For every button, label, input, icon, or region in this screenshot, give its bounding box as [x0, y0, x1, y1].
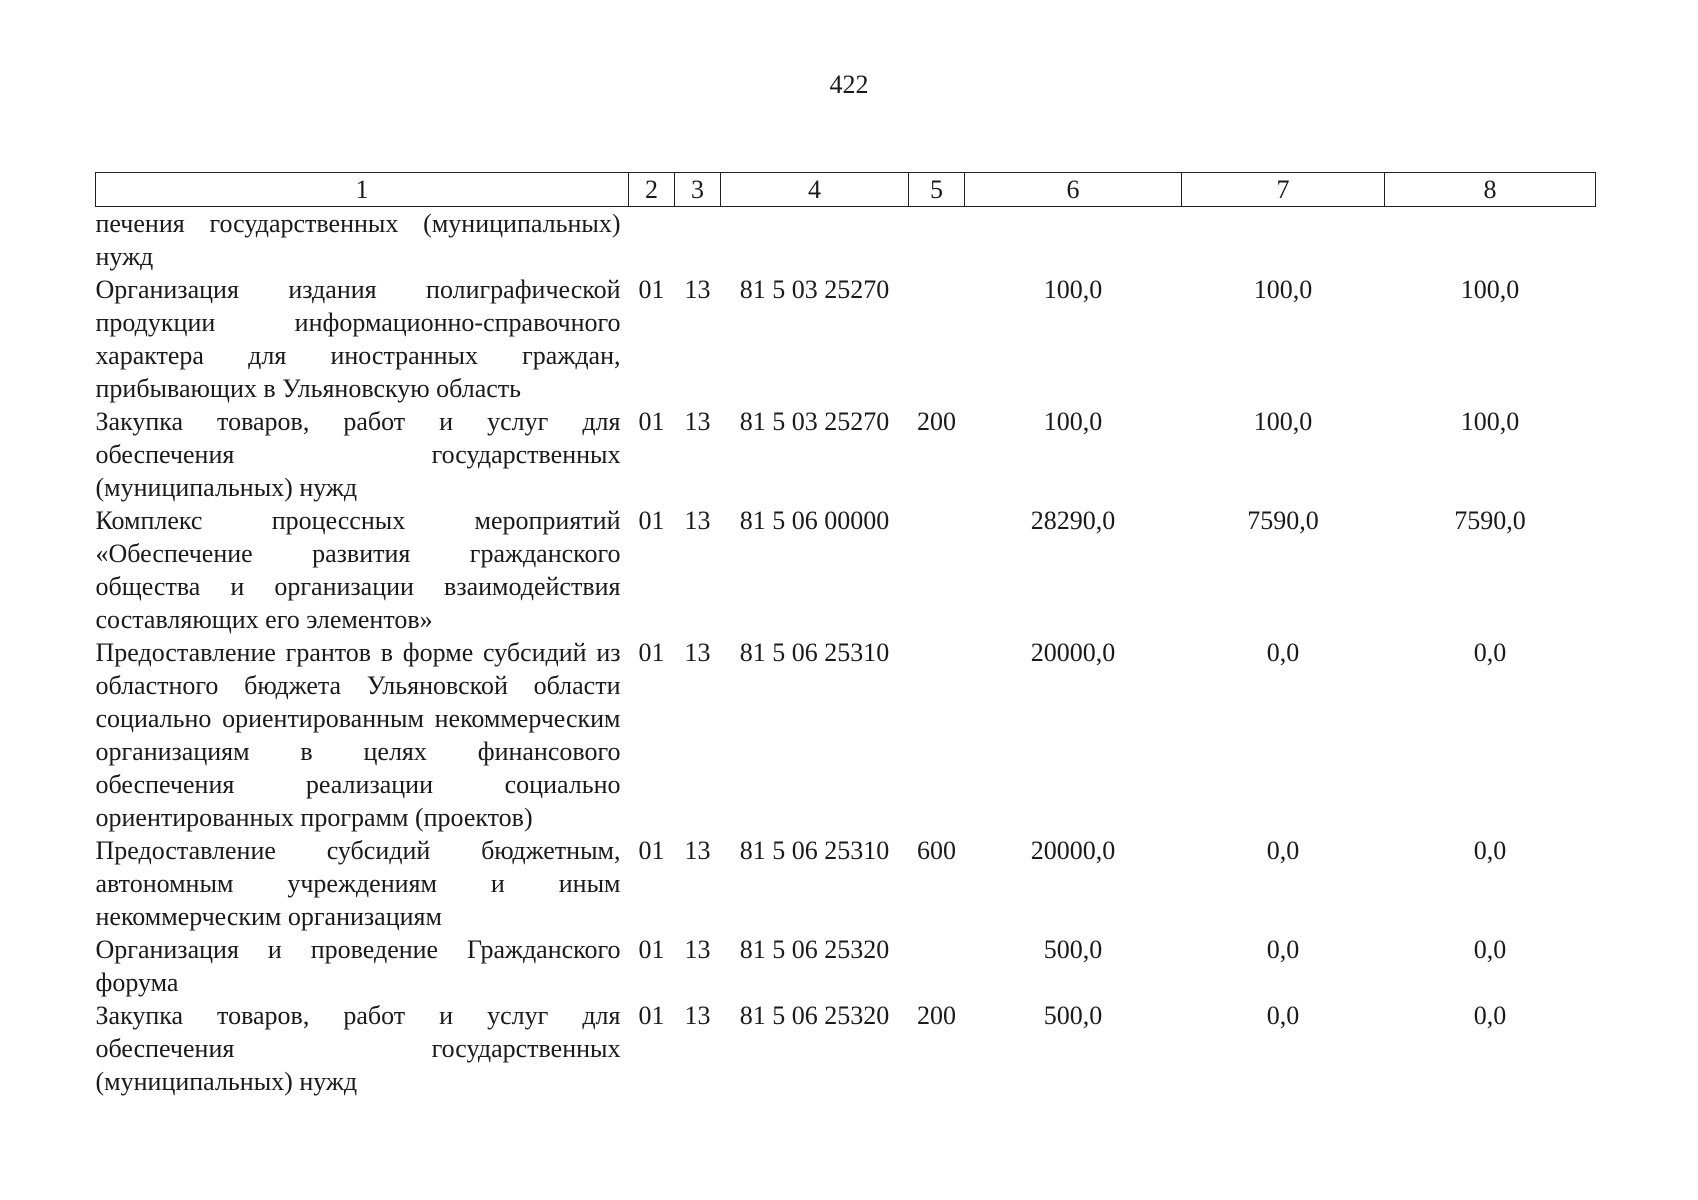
row-amount-col-7: 100,0 — [1253, 275, 1313, 304]
table-row — [96, 273, 1596, 405]
row-target-article-code: 81 5 03 25270 — [739, 407, 890, 436]
row-subsection-code: 13 — [684, 407, 711, 436]
row-expense-type-code — [909, 273, 965, 405]
header-row — [96, 173, 1596, 207]
row-amount-col-7: 0,0 — [1266, 935, 1300, 964]
row-expense-type-code — [909, 933, 965, 999]
row-amount-col-6: 500,0 — [1043, 935, 1103, 964]
budget-table — [95, 172, 1596, 1098]
row-target-article-code: 81 5 03 25270 — [739, 275, 890, 304]
row-amount-col-8: 7590,0 — [1454, 506, 1526, 535]
row-subsection-code: 13 — [684, 1001, 711, 1030]
row-amount-col-7: 0,0 — [1266, 1001, 1300, 1030]
row-amount-col-6: 500,0 — [1043, 1001, 1103, 1030]
header-col-8: 8 — [1385, 173, 1596, 207]
row-amount-col-6 — [965, 207, 1182, 274]
row-subsection-code: 13 — [684, 638, 711, 667]
header-col-7: 7 — [1182, 173, 1385, 207]
row-amount-col-8: 0,0 — [1473, 935, 1507, 964]
row-target-article-code — [721, 207, 909, 274]
header-col-2: 2 — [629, 173, 675, 207]
row-expense-type-code — [909, 504, 965, 636]
row-name: печения государственных (муниципальных) нужд — [95, 209, 621, 271]
row-amount-col-7: 7590,0 — [1247, 506, 1319, 535]
row-subsection-code — [675, 207, 721, 274]
row-amount-col-6: 20000,0 — [1030, 836, 1116, 865]
row-section-code: 01 — [638, 506, 665, 535]
row-amount-col-6: 28290,0 — [1030, 506, 1116, 535]
header-col-6: 6 — [965, 173, 1182, 207]
row-amount-col-6: 100,0 — [1043, 407, 1103, 436]
row-amount-col-6: 20000,0 — [1030, 638, 1116, 667]
row-section-code — [629, 207, 675, 274]
row-name: Закупка товаров, работ и услуг для обеспечения государственных (муниципальных) нужд — [95, 407, 621, 502]
table-body — [96, 207, 1596, 1099]
row-name: Организация и проведение Гражданского форума — [95, 935, 621, 997]
row-expense-type-code: 200 — [917, 407, 956, 436]
row-target-article-code: 81 5 06 25310 — [739, 638, 890, 667]
table-row — [96, 207, 1596, 274]
row-name: Организация издания полиграфической продукции информационно-справочного характера для иностранных граждан, прибывающих в Ульяновскую область — [95, 275, 621, 403]
row-section-code: 01 — [638, 935, 665, 964]
row-expense-type-code — [909, 636, 965, 834]
row-section-code: 01 — [638, 638, 665, 667]
row-amount-col-6: 100,0 — [1043, 275, 1103, 304]
row-amount-col-8: 0,0 — [1473, 1001, 1507, 1030]
table-row — [96, 405, 1596, 504]
row-amount-col-8 — [1385, 207, 1596, 274]
row-subsection-code: 13 — [684, 935, 711, 964]
table-row — [96, 933, 1596, 999]
row-subsection-code: 13 — [684, 275, 711, 304]
page-number: 422 — [829, 70, 869, 99]
row-amount-col-7: 0,0 — [1266, 836, 1300, 865]
row-amount-col-8: 100,0 — [1460, 275, 1520, 304]
row-expense-type-code: 200 — [917, 1001, 956, 1030]
table-row — [96, 636, 1596, 834]
header-col-3: 3 — [675, 173, 721, 207]
table-row — [96, 834, 1596, 933]
row-target-article-code: 81 5 06 25320 — [739, 1001, 890, 1030]
row-amount-col-8: 0,0 — [1473, 638, 1507, 667]
row-amount-col-7: 100,0 — [1253, 407, 1313, 436]
header-col-5: 5 — [909, 173, 965, 207]
header-col-4: 4 — [721, 173, 909, 207]
table-row — [96, 504, 1596, 636]
row-section-code: 01 — [638, 407, 665, 436]
row-target-article-code: 81 5 06 25320 — [739, 935, 890, 964]
table-header — [96, 173, 1596, 207]
header-col-1: 1 — [96, 173, 629, 207]
row-amount-col-8: 100,0 — [1460, 407, 1520, 436]
row-subsection-code: 13 — [684, 506, 711, 535]
row-subsection-code: 13 — [684, 836, 711, 865]
row-section-code: 01 — [638, 275, 665, 304]
row-name: Предоставление грантов в форме субсидий из областного бюджета Ульяновской области социально ориентированным некоммерческим организациям в целях финансового обеспечения реализации социально ориентированных программ (проектов) — [95, 638, 621, 832]
row-name: Комплекс процессных мероприятий «Обеспечение развития гражданского общества и организации взаимодействия составляющих его элементов» — [95, 506, 621, 634]
row-amount-col-7 — [1182, 207, 1385, 274]
row-target-article-code: 81 5 06 00000 — [739, 506, 890, 535]
row-amount-col-7: 0,0 — [1266, 638, 1300, 667]
row-name: Закупка товаров, работ и услуг для обеспечения государственных (муниципальных) нужд — [95, 1001, 621, 1096]
row-section-code: 01 — [638, 836, 665, 865]
row-expense-type-code — [909, 207, 965, 274]
row-amount-col-8: 0,0 — [1473, 836, 1507, 865]
table-row — [96, 999, 1596, 1098]
row-target-article-code: 81 5 06 25310 — [739, 836, 890, 865]
row-name: Предоставление субсидий бюджетным, автономным учреждениям и иным некоммерческим организациям — [95, 836, 621, 931]
row-expense-type-code: 600 — [917, 836, 956, 865]
row-section-code: 01 — [638, 1001, 665, 1030]
